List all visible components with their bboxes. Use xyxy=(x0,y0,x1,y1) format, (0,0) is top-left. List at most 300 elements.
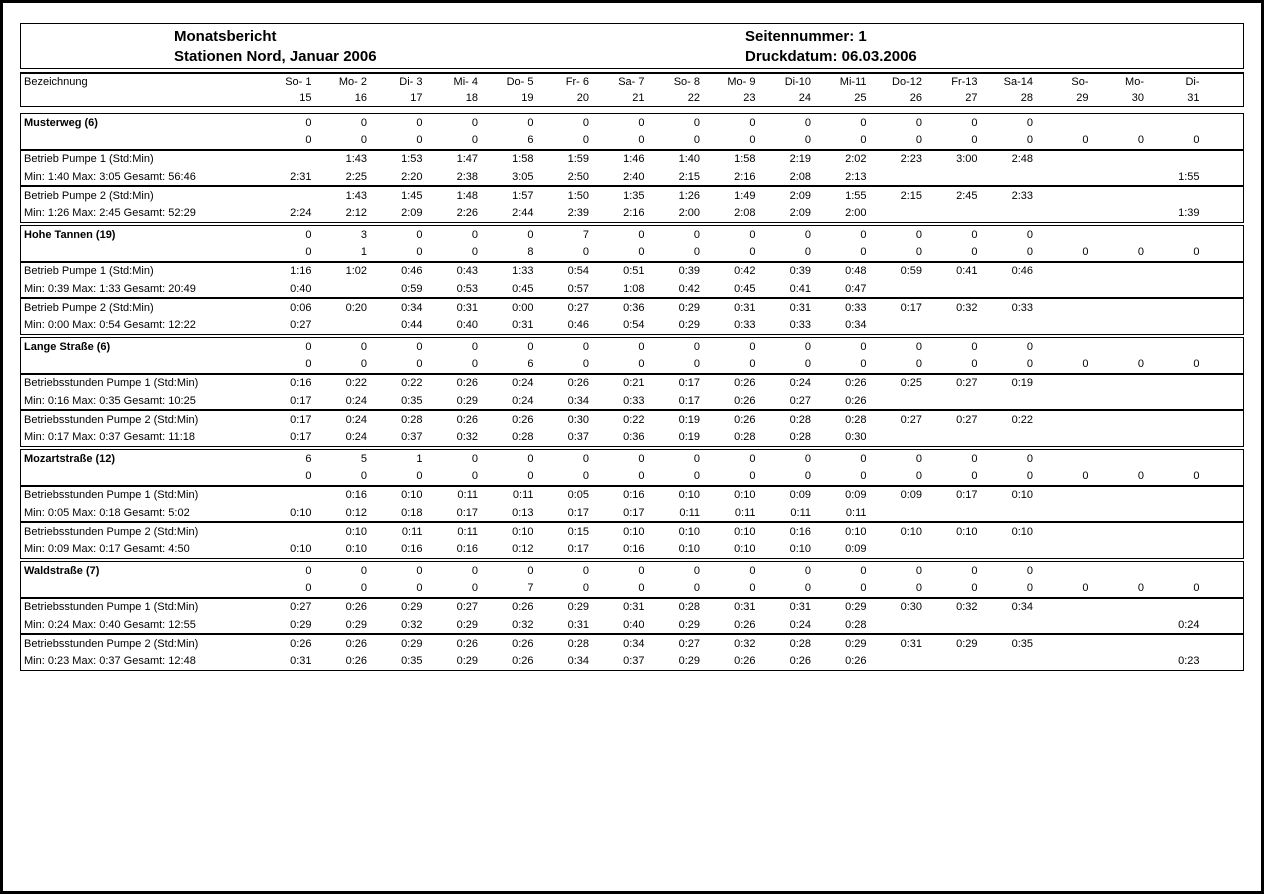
pump2-value-cell: 0:36 xyxy=(623,431,645,444)
count-cell: 0 xyxy=(582,469,589,482)
pump1-value-cell: 1:16 xyxy=(261,262,317,280)
count-cell: 0 xyxy=(860,452,867,465)
pump1-value-cell: 0:29 xyxy=(456,394,478,407)
table-row xyxy=(21,429,1243,446)
pump2-value-cell: 0:26 xyxy=(261,634,317,652)
station-group xyxy=(20,449,1244,559)
pump2-value-cell xyxy=(1094,541,1150,558)
pump1-value-cell: 0:29 xyxy=(345,618,367,631)
count-cell: 0 xyxy=(305,228,312,241)
pump1-value-cell: 0:39 xyxy=(761,262,817,280)
station-group xyxy=(20,561,1244,671)
pump2-value-cell xyxy=(261,186,317,204)
day-header-cell: Fr-13 xyxy=(951,76,978,88)
pump2-value-cell: 0:28 xyxy=(816,410,872,428)
count-cell: 0 xyxy=(693,228,700,241)
day-header-cell: Mo- xyxy=(1125,76,1144,88)
count-cell: 0 xyxy=(527,469,534,482)
pump1-value-cell: 0:35 xyxy=(401,394,423,407)
pump2-value-cell: 0:28 xyxy=(761,634,817,652)
count-cell: 0 xyxy=(638,452,645,465)
count-cell: 0 xyxy=(360,581,367,594)
pump1-value-cell xyxy=(1094,486,1150,504)
count-cell: 3 xyxy=(360,228,367,241)
spacer-cell xyxy=(1205,114,1244,131)
count-cell: 0 xyxy=(749,452,756,465)
count-cell: 0 xyxy=(1137,581,1144,594)
pump2-value-cell: 2:09 xyxy=(761,186,817,204)
pump2-value-cell: 0:17 xyxy=(290,431,312,444)
count-cell: 0 xyxy=(305,564,312,577)
count-cell: 0 xyxy=(1026,228,1033,241)
pump2-value-cell xyxy=(1038,429,1094,446)
spacer-cell xyxy=(1205,374,1244,392)
count-cell: 0 xyxy=(416,564,423,577)
pump1-value-cell: 0:29 xyxy=(290,618,312,631)
pump2-value-cell xyxy=(1038,317,1094,334)
day-subheader-cell: 21 xyxy=(632,92,645,104)
count-cell: 1 xyxy=(416,452,423,465)
pump2-value-cell xyxy=(983,541,1039,558)
count-cell: 0 xyxy=(1082,357,1089,370)
count-cell: 0 xyxy=(749,564,756,577)
pump2-value-cell: 0:26 xyxy=(705,410,761,428)
pump1-value-cell: 1:40 xyxy=(650,150,706,168)
table-row xyxy=(21,355,1243,373)
count-cell: 0 xyxy=(693,564,700,577)
pump2-value-cell: 0:26 xyxy=(428,410,484,428)
pump2-value-cell: 1:50 xyxy=(539,186,595,204)
pump2-value-cell xyxy=(927,205,983,222)
pump2-value-cell: 0:26 xyxy=(483,410,539,428)
count-cell: 0 xyxy=(971,564,978,577)
pump1-value-cell: 0:24 xyxy=(483,374,539,392)
pump1-value-cell xyxy=(1149,280,1205,298)
count-cell: 0 xyxy=(1026,469,1033,482)
spacer-cell xyxy=(1205,338,1244,355)
day-header-cell: Mi- 4 xyxy=(453,76,478,88)
spacer-cell xyxy=(1205,504,1244,522)
pump1-value-cell: 0:10 xyxy=(983,486,1039,504)
pump1-value-cell xyxy=(1038,392,1094,410)
pump1-value-cell: 0:11 xyxy=(483,486,539,504)
pump1-value-cell: 0:09 xyxy=(872,486,928,504)
pump1-value-cell xyxy=(872,504,928,522)
count-cell: 0 xyxy=(1026,245,1033,258)
pump2-value-cell: 0:29 xyxy=(816,634,872,652)
pump1-value-cell: 0:27 xyxy=(261,598,317,616)
count-cell: 0 xyxy=(471,133,478,146)
table-row xyxy=(21,226,1243,243)
pump1-label: Betrieb Pumpe 1 (Std:Min) xyxy=(21,262,261,280)
pump2-value-cell: 0:10 xyxy=(872,522,928,540)
count-cell: 0 xyxy=(360,357,367,370)
pump2-value-cell: 0:30 xyxy=(539,410,595,428)
pump1-value-cell: 0:41 xyxy=(789,282,811,295)
count-cell: 0 xyxy=(971,452,978,465)
print-date: Druckdatum: 06.03.2006 xyxy=(745,48,917,65)
pump1-value-cell: 2:25 xyxy=(345,170,367,183)
pump1-value-cell: 0:26 xyxy=(317,598,373,616)
pump2-value-cell xyxy=(983,205,1039,222)
pump1-value-cell: 0:32 xyxy=(401,618,423,631)
pump1-value-cell: 0:21 xyxy=(594,374,650,392)
pump2-value-cell: 0:11 xyxy=(372,522,428,540)
pump2-value-cell: 0:06 xyxy=(261,298,317,316)
pump2-value-cell: 2:00 xyxy=(845,207,867,220)
table-row xyxy=(21,653,1243,670)
count-cell: 0 xyxy=(693,581,700,594)
pump2-value-cell: 0:31 xyxy=(290,655,312,668)
table-row xyxy=(21,562,1243,579)
pump1-minmax-label: Min: 0:39 Max: 1:33 Gesamt: 20:49 xyxy=(24,282,196,295)
count-cell xyxy=(1094,450,1150,467)
pump1-value-cell: 0:54 xyxy=(539,262,595,280)
spacer-cell xyxy=(1205,653,1244,670)
count-cell xyxy=(1094,562,1150,579)
pump1-value-cell xyxy=(872,616,928,634)
pump2-value-cell: 0:32 xyxy=(456,431,478,444)
pump2-label: Betrieb Pumpe 2 (Std:Min) xyxy=(21,298,261,316)
spacer-cell xyxy=(1205,467,1244,485)
pump2-value-cell xyxy=(1094,317,1150,334)
pump1-value-cell: 0:29 xyxy=(678,618,700,631)
spacer-cell xyxy=(1205,262,1244,280)
pump1-value-cell: 0:42 xyxy=(705,262,761,280)
station-group xyxy=(20,225,1244,335)
pump2-value-cell: 0:29 xyxy=(650,298,706,316)
count-cell: 0 xyxy=(860,357,867,370)
count-cell: 0 xyxy=(416,228,423,241)
day-header-row xyxy=(21,74,1243,90)
pump1-value-cell: 2:15 xyxy=(678,170,700,183)
pump2-value-cell: 0:24 xyxy=(345,431,367,444)
pump1-value-cell: 0:51 xyxy=(594,262,650,280)
table-row xyxy=(21,317,1243,334)
count-cell: 0 xyxy=(915,228,922,241)
count-cell: 0 xyxy=(582,357,589,370)
pump1-value-cell: 0:17 xyxy=(927,486,983,504)
pump1-value-cell: 2:19 xyxy=(761,150,817,168)
count-cell: 0 xyxy=(804,133,811,146)
pump1-value-cell: 0:12 xyxy=(345,506,367,519)
count-cell: 0 xyxy=(305,245,312,258)
count-cell: 0 xyxy=(1026,581,1033,594)
pump1-value-cell: 0:22 xyxy=(317,374,373,392)
pump2-value-cell: 0:26 xyxy=(428,634,484,652)
count-cell: 0 xyxy=(305,469,312,482)
pump1-value-cell: 0:42 xyxy=(678,282,700,295)
pump1-value-cell xyxy=(1038,150,1094,168)
pump1-value-cell: 0:16 xyxy=(317,486,373,504)
pump1-value-cell: 0:29 xyxy=(456,618,478,631)
count-cell: 0 xyxy=(582,116,589,129)
pump1-value-cell: 0:09 xyxy=(761,486,817,504)
count-cell: 0 xyxy=(915,340,922,353)
pump2-value-cell: 0:29 xyxy=(372,634,428,652)
pump1-value-cell: 0:11 xyxy=(679,506,700,519)
pump2-value-cell xyxy=(1094,298,1150,316)
pump2-value-cell xyxy=(1038,186,1094,204)
pump1-value-cell xyxy=(1038,262,1094,280)
pump2-value-cell: 0:31 xyxy=(761,298,817,316)
pump2-value-cell: 0:10 xyxy=(816,522,872,540)
count-cell: 0 xyxy=(693,133,700,146)
pump1-value-cell: 2:50 xyxy=(567,170,589,183)
pump2-value-cell: 0:35 xyxy=(983,634,1039,652)
pump2-value-cell xyxy=(983,429,1039,446)
day-subheader-cell: 23 xyxy=(743,92,756,104)
count-cell: 7 xyxy=(527,581,534,594)
pump1-value-cell: 0:45 xyxy=(512,282,534,295)
pump2-value-cell: 0:40 xyxy=(456,319,478,332)
pump2-value-cell: 0:28 xyxy=(734,431,756,444)
count-cell: 0 xyxy=(915,452,922,465)
pump2-value-cell: 0:34 xyxy=(845,319,867,332)
pump1-value-cell: 0:26 xyxy=(705,374,761,392)
pump1-value-cell xyxy=(872,392,928,410)
station-group xyxy=(20,337,1244,447)
pump1-value-cell xyxy=(927,280,983,298)
station-group xyxy=(20,113,1244,223)
pump1-value-cell: 2:23 xyxy=(872,150,928,168)
count-cell: 0 xyxy=(1137,357,1144,370)
pump2-value-cell: 0:10 xyxy=(927,522,983,540)
pump1-value-cell: 1:47 xyxy=(428,150,484,168)
count-cell: 0 xyxy=(971,133,978,146)
count-cell: 0 xyxy=(638,116,645,129)
pump1-value-cell: 2:31 xyxy=(290,170,312,183)
pump1-value-cell xyxy=(872,280,928,298)
pump2-value-cell: 0:16 xyxy=(623,543,645,556)
pump2-value-cell xyxy=(872,317,928,334)
pump2-value-cell: 0:26 xyxy=(345,655,367,668)
table-row xyxy=(21,392,1243,410)
pump2-value-cell: 0:10 xyxy=(678,543,700,556)
count-cell: 0 xyxy=(416,116,423,129)
count-cell: 0 xyxy=(1193,581,1200,594)
pump2-value-cell: 0:27 xyxy=(290,319,312,332)
pump2-value-cell: 0:29 xyxy=(456,655,478,668)
count-cell: 0 xyxy=(471,581,478,594)
count-cell xyxy=(1094,114,1150,131)
count-cell: 0 xyxy=(971,340,978,353)
pump1-value-cell: 0:28 xyxy=(650,598,706,616)
pump1-value-cell xyxy=(1149,392,1205,410)
pump1-value-cell xyxy=(1038,486,1094,504)
count-cell: 0 xyxy=(749,469,756,482)
pump2-value-cell xyxy=(1038,653,1094,670)
pump1-value-cell: 0:10 xyxy=(705,486,761,504)
count-cell: 0 xyxy=(582,452,589,465)
day-subheader-cell: 15 xyxy=(299,92,312,104)
pump1-minmax-label: Min: 0:16 Max: 0:35 Gesamt: 10:25 xyxy=(24,394,196,407)
pump1-value-cell xyxy=(927,504,983,522)
pump1-label: Betriebsstunden Pumpe 1 (Std:Min) xyxy=(21,486,261,504)
pump1-minmax-label: Min: 1:40 Max: 3:05 Gesamt: 56:46 xyxy=(24,170,196,183)
pump2-value-cell: 0:10 xyxy=(734,543,756,556)
pump2-value-cell: 2:39 xyxy=(567,207,589,220)
spacer-cell xyxy=(1205,226,1244,243)
pump2-value-cell: 0:10 xyxy=(290,543,312,556)
count-cell: 0 xyxy=(749,245,756,258)
count-cell: 0 xyxy=(471,340,478,353)
report-subtitle: Stationen Nord, Januar 2006 xyxy=(174,48,377,65)
pump1-value-cell xyxy=(1149,150,1205,168)
pump2-value-cell: 0:00 xyxy=(483,298,539,316)
count-cell xyxy=(1149,562,1205,579)
table-row xyxy=(21,114,1243,131)
pump1-value-cell xyxy=(1038,374,1094,392)
count-cell: 0 xyxy=(804,564,811,577)
spacer-cell xyxy=(1205,205,1244,222)
pump1-value-cell: 0:48 xyxy=(816,262,872,280)
count-cell: 0 xyxy=(527,228,534,241)
report-meta-block xyxy=(745,27,917,67)
pump1-value-cell: 0:25 xyxy=(872,374,928,392)
spacer-cell xyxy=(1205,150,1244,168)
count-cell: 0 xyxy=(971,245,978,258)
pump1-value-cell xyxy=(1094,168,1150,186)
pump1-value-cell: 0:27 xyxy=(789,394,811,407)
pump1-value-cell: 2:38 xyxy=(456,170,478,183)
spacer-cell xyxy=(1205,355,1244,373)
pump1-value-cell: 0:16 xyxy=(594,486,650,504)
pump1-value-cell xyxy=(983,616,1039,634)
day-header-cell: Mi-11 xyxy=(839,76,867,88)
pump2-value-cell: 2:44 xyxy=(512,207,534,220)
day-subheader-cell: 27 xyxy=(965,92,978,104)
pump2-value-cell: 0:44 xyxy=(401,319,423,332)
table-row xyxy=(21,262,1243,280)
pump1-value-cell: 0:27 xyxy=(927,374,983,392)
day-subheader-cell: 20 xyxy=(576,92,589,104)
day-header-cell: So- 1 xyxy=(285,76,312,88)
spacer-cell xyxy=(1205,522,1244,540)
count-cell: 0 xyxy=(693,452,700,465)
count-cell: 0 xyxy=(305,357,312,370)
pump2-value-cell: 0:27 xyxy=(539,298,595,316)
day-subheader-cell: 16 xyxy=(354,92,367,104)
pump1-value-cell xyxy=(1149,374,1205,392)
pump1-value-cell: 0:41 xyxy=(927,262,983,280)
table-row xyxy=(21,522,1243,540)
pump2-value-cell xyxy=(1038,522,1094,540)
pump1-value-cell: 0:26 xyxy=(483,598,539,616)
pump2-value-cell: 0:16 xyxy=(761,522,817,540)
count-cell: 0 xyxy=(638,245,645,258)
count-cell: 0 xyxy=(1026,357,1033,370)
count-cell: 0 xyxy=(860,133,867,146)
pump2-value-cell: 0:46 xyxy=(567,319,589,332)
count-cell: 0 xyxy=(1137,245,1144,258)
pump2-value-cell: 0:31 xyxy=(705,298,761,316)
day-header-cell: Do- 5 xyxy=(506,76,534,88)
count-cell: 0 xyxy=(305,116,312,129)
pump2-value-cell: 0:10 xyxy=(483,522,539,540)
pump2-value-cell xyxy=(872,205,928,222)
pump2-value-cell: 0:33 xyxy=(734,319,756,332)
count-cell: 0 xyxy=(971,469,978,482)
pump1-value-cell: 1:33 xyxy=(483,262,539,280)
day-header-cell: So- 8 xyxy=(673,76,700,88)
count-cell: 0 xyxy=(804,452,811,465)
count-cell xyxy=(1038,450,1094,467)
pump2-label: Betriebsstunden Pumpe 2 (Std:Min) xyxy=(21,522,261,540)
count-cell: 0 xyxy=(1193,469,1200,482)
count-cell: 0 xyxy=(915,469,922,482)
pump2-value-cell xyxy=(1038,298,1094,316)
spacer-cell xyxy=(1205,616,1244,634)
pump2-value-cell: 0:36 xyxy=(594,298,650,316)
pump2-value-cell: 0:26 xyxy=(483,634,539,652)
pump1-value-cell: 0:17 xyxy=(650,374,706,392)
pump1-value-cell: 2:16 xyxy=(734,170,756,183)
pump1-value-cell: 1:59 xyxy=(539,150,595,168)
count-cell: 0 xyxy=(860,228,867,241)
pump1-value-cell: 2:40 xyxy=(623,170,645,183)
pump1-value-cell: 0:11 xyxy=(734,506,756,519)
count-cell: 0 xyxy=(1193,357,1200,370)
pump2-value-cell: 0:19 xyxy=(678,431,700,444)
pump2-value-cell: 0:29 xyxy=(927,634,983,652)
pump1-value-cell: 0:11 xyxy=(845,506,867,519)
day-subheader-cell: 29 xyxy=(1076,92,1089,104)
pump1-label: Betrieb Pumpe 1 (Std:Min) xyxy=(21,150,261,168)
pump1-value-cell: 0:59 xyxy=(401,282,423,295)
pump2-value-cell: 1:43 xyxy=(317,186,373,204)
pump1-value-cell: 1:55 xyxy=(1178,170,1200,183)
pump2-label: Betriebsstunden Pumpe 2 (Std:Min) xyxy=(21,634,261,652)
pump1-value-cell: 0:17 xyxy=(290,394,312,407)
count-cell: 6 xyxy=(527,357,534,370)
day-header-cell: Mo- 9 xyxy=(727,76,756,88)
count-cell: 0 xyxy=(471,228,478,241)
pump1-value-cell: 0:59 xyxy=(872,262,928,280)
pump2-value-cell xyxy=(927,541,983,558)
pump2-minmax-label: Min: 0:09 Max: 0:17 Gesamt: 4:50 xyxy=(24,543,190,556)
table-row xyxy=(21,168,1243,186)
pump2-value-cell xyxy=(261,522,317,540)
pump2-value-cell: 0:33 xyxy=(816,298,872,316)
count-cell: 0 xyxy=(471,357,478,370)
count-cell: 6 xyxy=(305,452,312,465)
count-cell xyxy=(1038,226,1094,243)
count-cell: 0 xyxy=(860,564,867,577)
spacer-cell xyxy=(1205,280,1244,298)
count-cell: 0 xyxy=(804,581,811,594)
pump1-value-cell: 0:46 xyxy=(983,262,1039,280)
pump1-value-cell: 0:10 xyxy=(650,486,706,504)
pump1-value-cell: 0:30 xyxy=(872,598,928,616)
pump2-value-cell xyxy=(1094,522,1150,540)
day-header-cell: Fr- 6 xyxy=(565,76,589,88)
station-name-cont xyxy=(21,579,261,597)
pump1-value-cell: 0:24 xyxy=(512,394,534,407)
pump1-value-cell: 0:26 xyxy=(734,618,756,631)
count-cell: 0 xyxy=(971,116,978,129)
pump2-value-cell: 0:37 xyxy=(567,431,589,444)
pump1-value-cell: 0:26 xyxy=(816,374,872,392)
pump2-value-cell xyxy=(983,317,1039,334)
pump2-value-cell xyxy=(1094,205,1150,222)
pump2-value-cell xyxy=(1149,522,1205,540)
pump2-value-cell xyxy=(983,653,1039,670)
pump1-value-cell: 0:05 xyxy=(539,486,595,504)
pump2-value-cell: 0:27 xyxy=(927,410,983,428)
count-cell xyxy=(1038,562,1094,579)
pump2-value-cell: 1:48 xyxy=(428,186,484,204)
